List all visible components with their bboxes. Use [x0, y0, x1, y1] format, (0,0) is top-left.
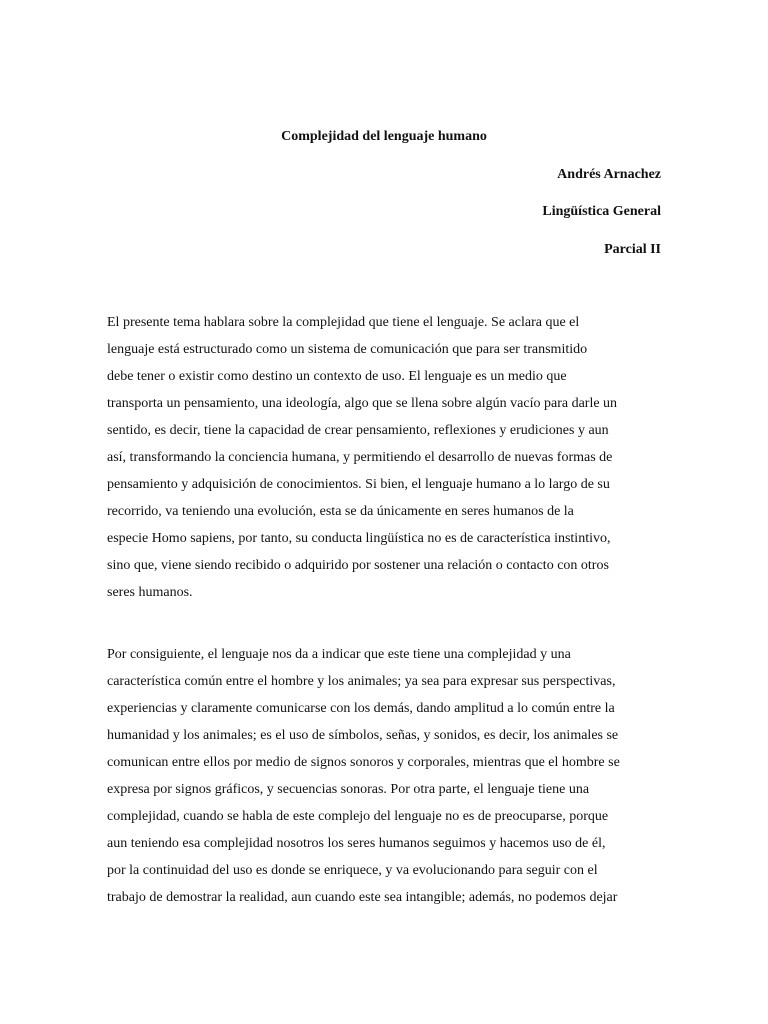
paragraph-line: humanidad y los animales; es el uso de símbolos, señas, y sonidos, es decir, los animales se: [107, 728, 619, 743]
paragraph-line: pensamiento y adquisición de conocimientos. Si bien, el lenguaje humano a lo largo de su: [107, 477, 610, 492]
document-title: Complejidad del lenguaje humano: [281, 129, 487, 144]
paragraph-1: [107, 314, 662, 611]
paragraph-line: característica común entre el hombre y los animales; ya sea para expresar sus perspectivas,: [107, 674, 616, 689]
paragraph-2: [107, 646, 662, 916]
paragraph-line: debe tener o existir como destino un contexto de uso. El lenguaje es un medio que: [107, 369, 567, 384]
paragraph-line: especie Homo sapiens, por tanto, su conducta lingüística no es de característica instintivo,: [107, 531, 611, 546]
paragraph-line: experiencias y claramente comunicarse con los demás, dando amplitud a lo común entre la: [107, 701, 615, 716]
paragraph-line: Por consiguiente, el lenguaje nos da a indicar que este tiene una complejidad y una: [107, 647, 571, 662]
paragraph-line: comunican entre ellos por medio de signos sonoros y corporales, mientras que el hombre se: [107, 755, 620, 770]
paragraph-line: El presente tema hablara sobre la complejidad que tiene el lenguaje. Se aclara que el: [107, 315, 580, 330]
author-name: Andrés Arnachez: [557, 167, 661, 182]
exam-name: Parcial II: [604, 242, 661, 257]
paragraph-line: aun teniendo esa complejidad nosotros los seres humanos seguimos y hacemos uso de él,: [107, 836, 606, 851]
paragraph-line: expresa por signos gráficos, y secuencias sonoras. Por otra parte, el lenguaje tiene una: [107, 782, 590, 797]
paragraph-line: complejidad, cuando se habla de este complejo del lenguaje no es de preocuparse, porque: [107, 809, 609, 824]
paragraph-line: trabajo de demostrar la realidad, aun cuando este sea intangible; además, no podemos dejar: [107, 890, 618, 905]
paragraph-line: seres humanos.: [107, 585, 193, 600]
paragraph-line: sentido, es decir, tiene la capacidad de crear pensamiento, reflexiones y erudiciones y aun: [107, 423, 609, 438]
paragraph-line: lenguaje está estructurado como un sistema de comunicación que para ser transmitido: [107, 342, 588, 357]
paragraph-line: recorrido, va teniendo una evolución, esta se da únicamente en seres humanos de la: [107, 504, 574, 519]
paragraph-line: sino que, viene siendo recibido o adquirido por sostener una relación o contacto con otros: [107, 558, 609, 573]
course-name: Lingüística General: [542, 204, 661, 219]
paragraph-line: por la continuidad del uso es donde se enriquece, y va evolucionando para seguir con el: [107, 863, 598, 878]
paragraph-line: así, transformando la conciencia humana, y permitiendo el desarrollo de nuevas formas de: [107, 450, 613, 465]
paragraph-line: transporta un pensamiento, una ideología, algo que se llena sobre algún vacío para darle un: [107, 396, 618, 411]
